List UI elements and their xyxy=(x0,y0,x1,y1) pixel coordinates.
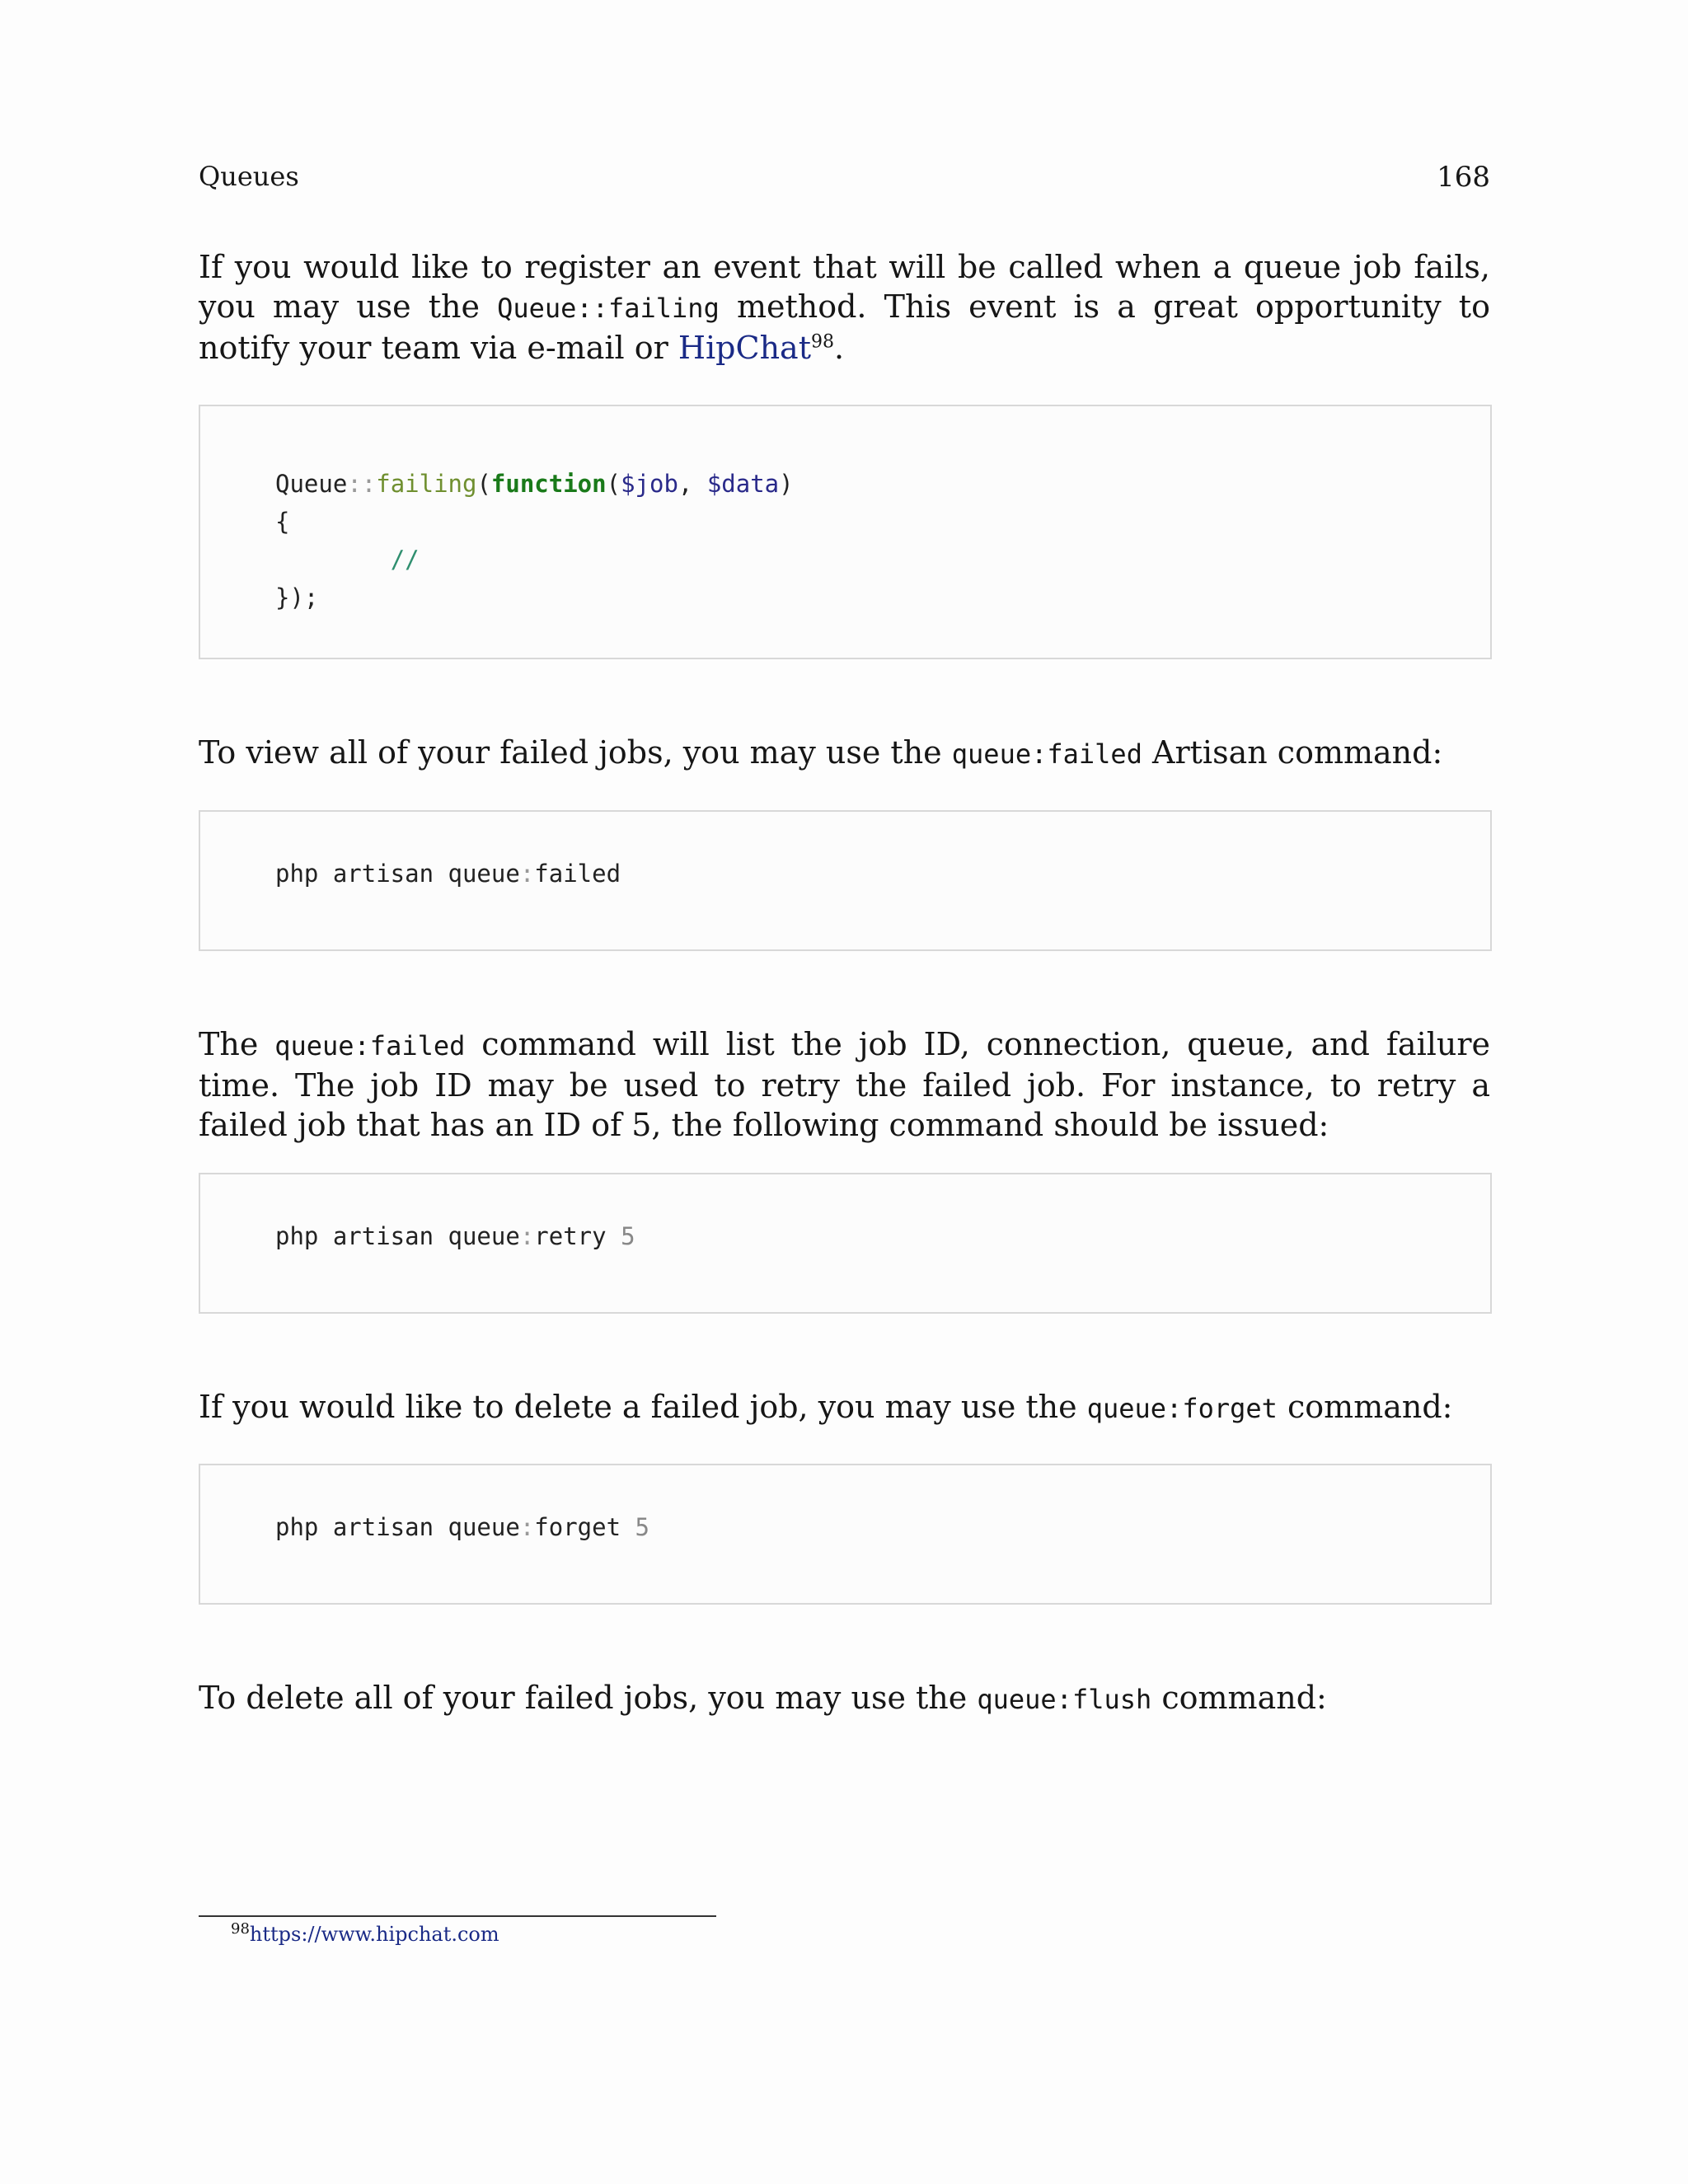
paragraph-forget: If you would like to delete a failed job, you may use the queue:forget command: xyxy=(199,1389,1453,1425)
hipchat-link[interactable]: HipChat xyxy=(678,330,811,366)
paragraph-text: method. This event is a great opportunity to notify your team via e-mail or xyxy=(199,288,1490,366)
footnote-ref[interactable]: 98 xyxy=(810,331,834,353)
inline-code: queue:failed xyxy=(274,1030,466,1062)
inline-code: queue:flush xyxy=(977,1684,1152,1715)
code-content: Queue::failing(function($job, $data) { // }); xyxy=(275,470,794,612)
code-block-forget xyxy=(199,1464,1492,1605)
code-block-failing xyxy=(199,405,1492,659)
code-content: php artisan queue:failed xyxy=(275,860,621,888)
code-content: php artisan queue:retry 5 xyxy=(275,1222,635,1250)
running-title: Queues xyxy=(199,161,299,192)
paragraph-view-failed: To view all of your failed jobs, you may use the queue:failed Artisan command: xyxy=(199,734,1443,771)
paragraph-text: If you would like to register an event that will be called when a queue job fails, you may use the xyxy=(199,249,1490,325)
paragraph-queue-failing: If you would like to register an event that will be called when a queue job fails, you may use the Queue::failing method. This event is a great opportunity to notify your team via e-mail or HipChat$^{98}$. xyxy=(199,249,1490,366)
code-block-retry xyxy=(199,1173,1492,1314)
paragraph-flush: To delete all of your failed jobs, you may use the queue:flush command: xyxy=(199,1680,1327,1716)
footnote-url-link[interactable]: https://www.hipchat.com xyxy=(249,1923,499,1946)
footnote-divider xyxy=(199,1915,716,1917)
code-content: php artisan queue:forget 5 xyxy=(275,1513,649,1541)
code-block-failed xyxy=(199,810,1492,951)
page-number: 168 xyxy=(1437,161,1490,194)
page-header xyxy=(199,161,1490,198)
inline-code: queue:failed xyxy=(951,738,1142,770)
paragraph-retry-info: The queue:failed command will list the job ID, connection, queue, and failure time. The job ID may be used to retry the failed job. For instance, to retry a failed job that has an ID of 5, the following command should be issued: xyxy=(199,1026,1490,1143)
inline-code: queue:forget xyxy=(1086,1393,1278,1424)
footnote xyxy=(231,1920,499,1946)
footnote-number: 98 xyxy=(231,1920,250,1938)
inline-code: Queue::failing xyxy=(497,293,720,324)
